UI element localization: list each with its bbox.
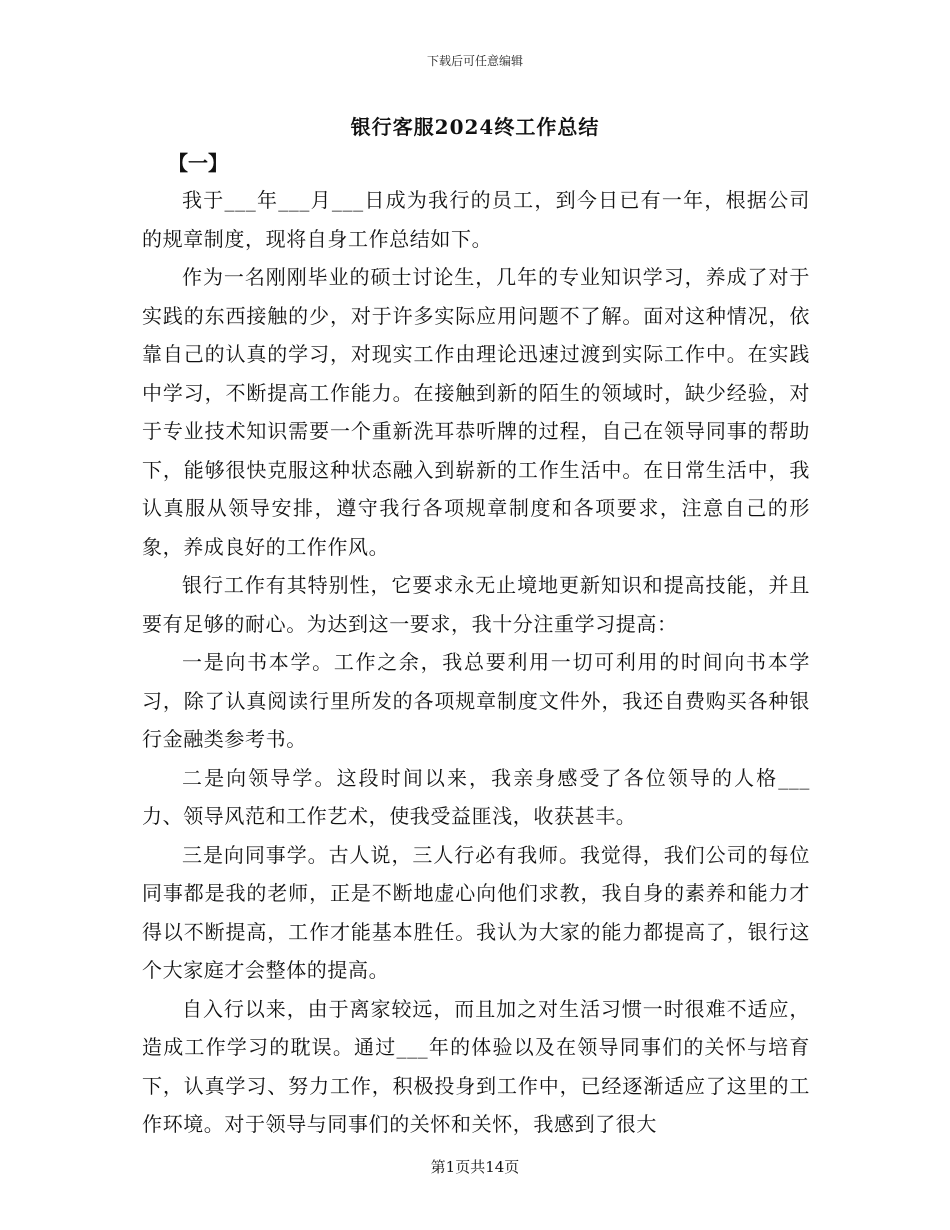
paragraph: 自入行以来，由于离家较远，而且加之对生活习惯一时很难不适应，造成工作学习的耽误。通过___年的体验以及在领导同事们的关怀与培育下，认真学习、努力工作，积极投身到工作中，已经逐渐适应了这里的工作环境。对于领导与同事们的关怀和关怀，我感到了很大	[142, 996, 810, 1136]
document-body	[142, 181, 810, 1144]
page-footer: 第1页共14页	[430, 1158, 520, 1176]
paragraph: 银行工作有其特别性，它要求永无止境地更新知识和提高技能，并且要有足够的耐心。为达到这一要求，我十分注重学习提高：	[142, 573, 810, 636]
paragraph: 二是向领导学。这段时间以来，我亲身感受了各位领导的人格___力、领导风范和工作艺术，使我受益匪浅，收获甚丰。	[142, 765, 810, 828]
document-title: 银行客服2024终工作总结	[350, 115, 600, 139]
paragraph: 我于___年___月___日成为我行的员工，到今日已有一年，根据公司的规章制度，现将自身工作总结如下。	[142, 188, 810, 251]
header-note: 下载后可任意编辑	[426, 54, 523, 68]
paragraph: 作为一名刚刚毕业的硕士讨论生，几年的专业知识学习，养成了对于实践的东西接触的少，对于许多实际应用问题不了解。面对这种情况，依靠自己的认真的学习，对现实工作由理论迅速过渡到实际工作中。在实践中学习，不断提高工作能力。在接触到新的陌生的领域时，缺少经验，对于专业技术知识需要一个重新洗耳恭听牌的过程，自己在领导同事的帮助下，能够很快克服这种状态融入到崭新的工作生活中。在日常生活中，我认真服从领导安排，遵守我行各项规章制度和各项要求，注意自己的形象，养成良好的工作作风。	[142, 265, 810, 559]
paragraph: 一是向书本学。工作之余，我总要利用一切可利用的时间向书本学习，除了认真阅读行里所发的各项规章制度文件外，我还自费购买各种银行金融类参考书。	[142, 650, 810, 751]
paragraph: 三是向同事学。古人说，三人行必有我师。我觉得，我们公司的每位同事都是我的老师，正是不断地虚心向他们求教，我自身的素养和能力才得以不断提高，工作才能基本胜任。我认为大家的能力都提高了，银行这个大家庭才会整体的提高。	[142, 842, 810, 982]
section-label: 【一】	[168, 151, 228, 175]
